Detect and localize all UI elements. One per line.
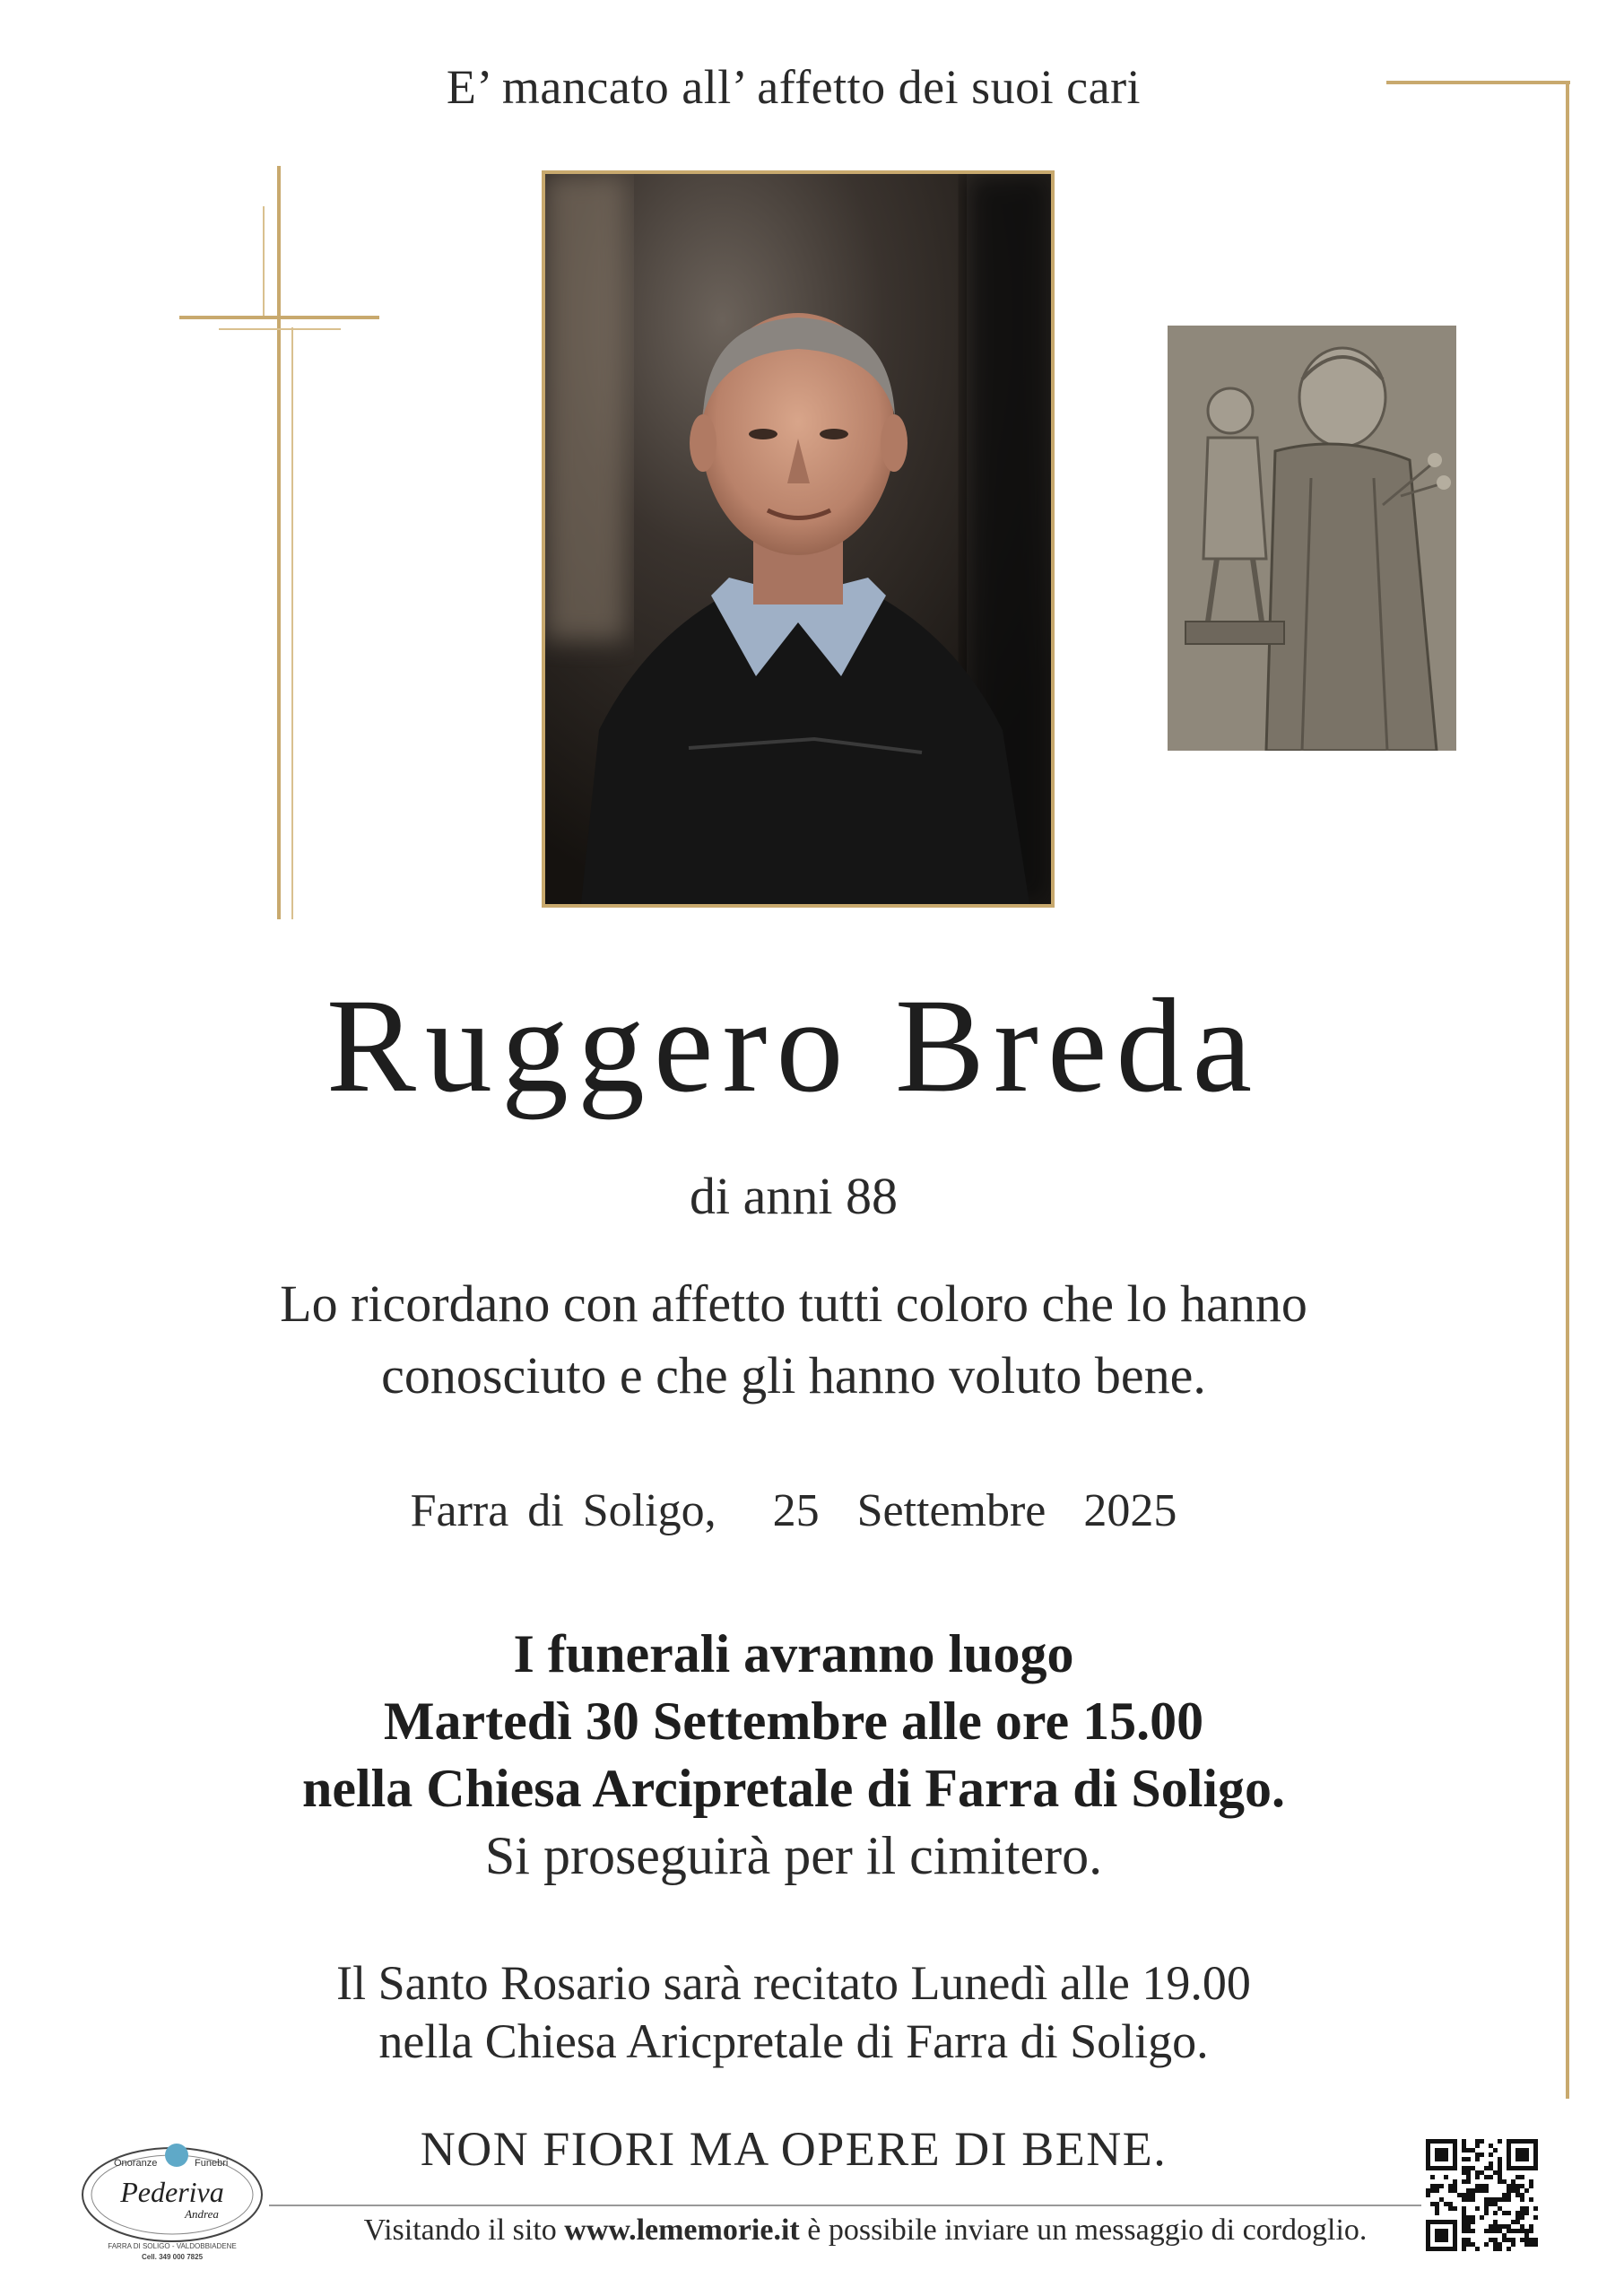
cross-upper-inner-line <box>263 206 265 316</box>
logo-brand: Pederiva <box>120 2176 224 2208</box>
saint-relief-illustration <box>1168 326 1456 751</box>
remembrance-line-1: Lo ricordano con affetto tutti coloro che lo hanno <box>280 1274 1307 1333</box>
cross-horizontal-inner-line <box>219 328 341 330</box>
funeral-line-2: Martedì 30 Settembre alle ore 15.00 <box>383 1692 1204 1751</box>
footer-divider <box>269 2205 1462 2206</box>
funeral-line-3: nella Chiesa Arcipretale di Farra di Soligo. <box>301 1759 1286 1818</box>
rose-icon <box>165 2144 188 2167</box>
rosary-line-1: Il Santo Rosario sarà recitato Lunedì alle 19.00 <box>336 1956 1251 2010</box>
logo-top-right: Funebri <box>195 2158 229 2169</box>
intro-text: E’ mancato all’ affetto dei suoi cari <box>446 60 1142 114</box>
logo-top-left: Onoranze <box>114 2158 158 2169</box>
logo-address: FARRA DI SOLIGO - VALDOBBIADENE <box>108 2242 237 2250</box>
deceased-name: Ruggero Breda <box>326 971 1262 1120</box>
portrait-illustration <box>545 174 1051 904</box>
funeral-line-4: Si proseguirà per il cimitero. <box>484 1826 1103 1885</box>
footer-suffix: è possibile inviare un messaggio di cordoglio. <box>799 2213 1368 2247</box>
cross-vertical-inner-line <box>291 327 293 919</box>
footer-prefix: Visitando il sito <box>363 2213 565 2247</box>
saint-relief-image <box>1168 326 1456 751</box>
footer-note <box>269 2213 1462 2248</box>
logo-phone: Cell. 349 000 7825 <box>141 2253 204 2261</box>
footer-website-link[interactable]: www.lememorie.it <box>564 2213 800 2247</box>
logo-sub: Andrea <box>185 2207 219 2221</box>
place-date-line: Farra di Soligo, 25 Settembre 2025 <box>410 1485 1177 1536</box>
cross-vertical-bar <box>277 166 281 919</box>
funeral-home-logo <box>76 2139 269 2265</box>
portrait-photo <box>542 170 1055 908</box>
no-flowers-text: NON FIORI MA OPERE DI BENE. <box>420 2122 1168 2176</box>
qr-code[interactable] <box>1421 2135 1542 2256</box>
cross-horizontal-bar <box>179 316 379 319</box>
age-text: di anni 88 <box>690 1167 898 1225</box>
funeral-line-1: I funerali avranno luogo <box>513 1624 1074 1683</box>
rosary-line-2: nella Chiesa Aricpretale di Farra di Soligo. <box>378 2014 1209 2068</box>
remembrance-line-2: conosciuto e che gli hanno voluto bene. <box>381 1346 1206 1405</box>
